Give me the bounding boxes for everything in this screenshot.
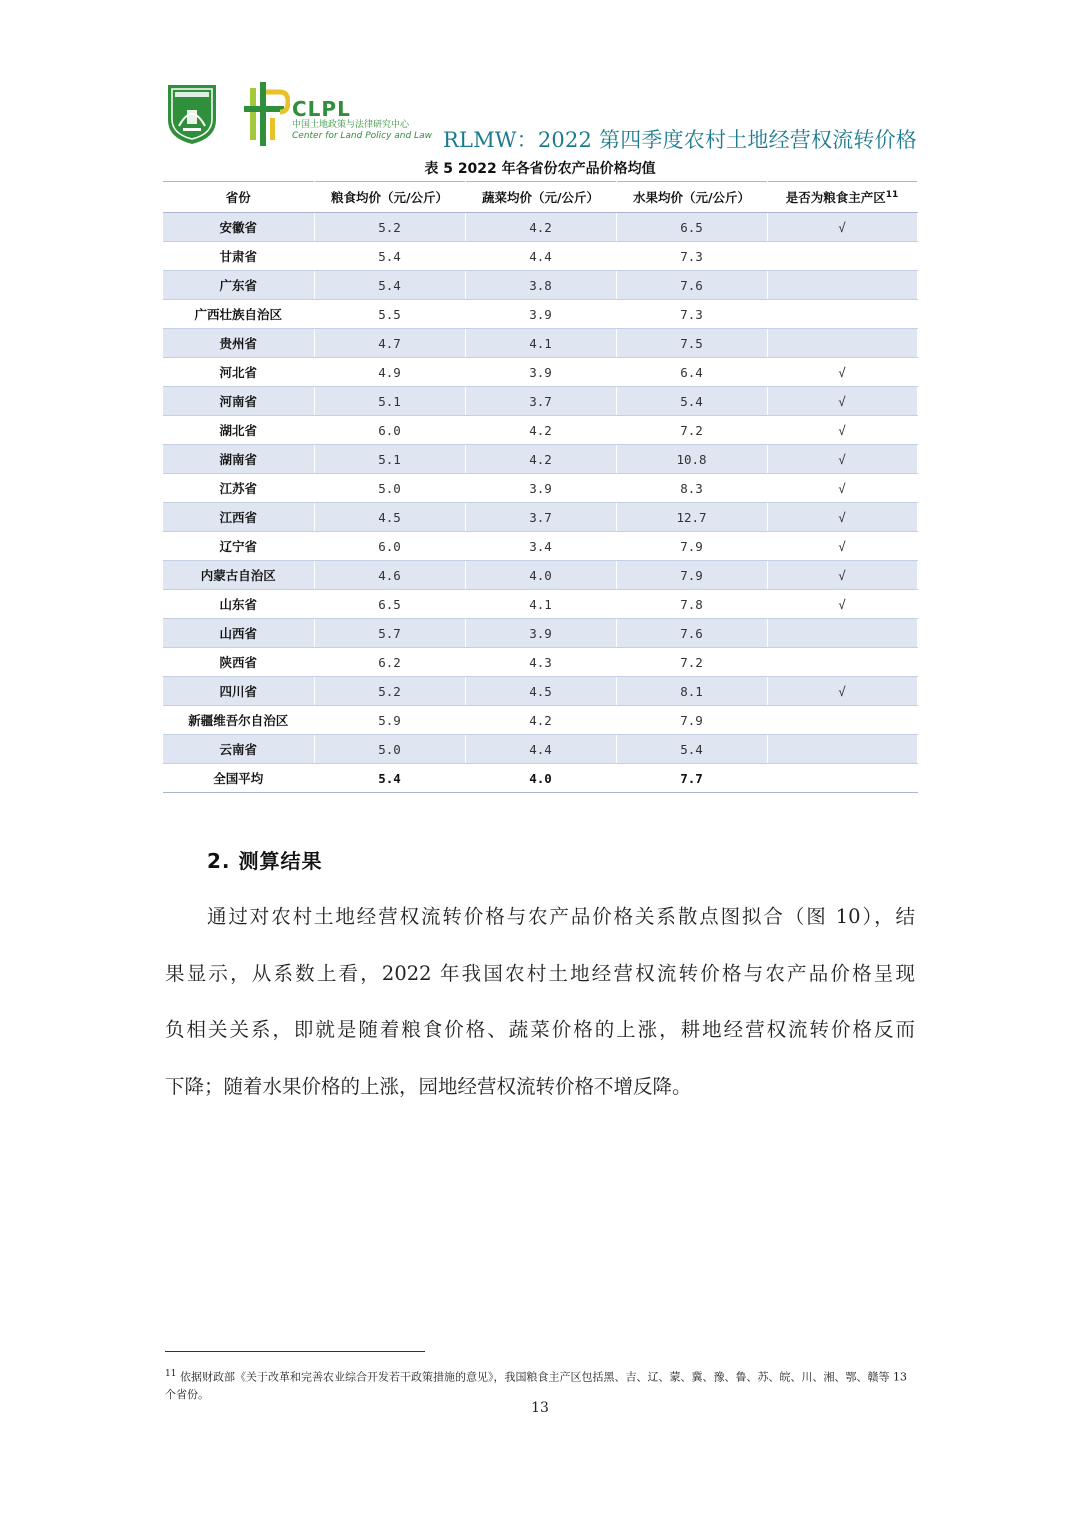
cell-grain-price: 6.5 <box>314 590 465 619</box>
cell-fruit-price: 7.5 <box>616 329 767 358</box>
footnote-mark: 11 <box>165 1369 177 1379</box>
cell-province: 全国平均 <box>163 764 314 793</box>
cau-logo <box>165 82 219 146</box>
cell-fruit-price: 7.6 <box>616 619 767 648</box>
price-table <box>163 181 918 793</box>
table-row <box>163 619 917 648</box>
cell-vegetable-price: 4.1 <box>465 590 616 619</box>
cell-grain-price: 5.5 <box>314 300 465 329</box>
cell-main-grain-area: √ <box>767 677 917 706</box>
cell-main-grain-area: √ <box>767 358 917 387</box>
cell-grain-price: 5.4 <box>314 242 465 271</box>
cell-fruit-price: 7.8 <box>616 590 767 619</box>
cell-grain-price: 5.1 <box>314 445 465 474</box>
cell-vegetable-price: 4.2 <box>465 706 616 735</box>
cell-province: 江西省 <box>163 503 314 532</box>
cell-grain-price: 4.6 <box>314 561 465 590</box>
cell-vegetable-price: 3.7 <box>465 503 616 532</box>
header-main-grain-area-label: 是否为粮食主产区 <box>785 190 886 205</box>
document-header-title: RLMW：2022 第四季度农村土地经营权流转价格 <box>443 128 917 152</box>
cell-fruit-price: 8.1 <box>616 677 767 706</box>
cell-fruit-price: 6.4 <box>616 358 767 387</box>
cell-grain-price: 5.0 <box>314 474 465 503</box>
cell-vegetable-price: 4.2 <box>465 416 616 445</box>
cell-vegetable-price: 4.4 <box>465 735 616 764</box>
cell-grain-price: 5.4 <box>314 764 465 793</box>
paragraph-line: 通过对农村土地经营权流转价格与农产品价格关系散点图拟合（图 10），结 <box>207 905 915 928</box>
cell-fruit-price: 7.3 <box>616 242 767 271</box>
cell-grain-price: 5.7 <box>314 619 465 648</box>
cell-grain-price: 4.5 <box>314 503 465 532</box>
cell-main-grain-area: √ <box>767 416 917 445</box>
cell-main-grain-area: √ <box>767 474 917 503</box>
cell-main-grain-area <box>767 300 917 329</box>
cell-province: 河北省 <box>163 358 314 387</box>
cell-fruit-price: 5.4 <box>616 387 767 416</box>
cell-grain-price: 6.0 <box>314 532 465 561</box>
cell-vegetable-price: 3.7 <box>465 387 616 416</box>
header-fruit-price: 水果均价（元/公斤） <box>616 182 767 213</box>
cell-main-grain-area <box>767 735 917 764</box>
cell-province: 湖北省 <box>163 416 314 445</box>
cell-main-grain-area: √ <box>767 532 917 561</box>
cell-province: 湖南省 <box>163 445 314 474</box>
cell-main-grain-area <box>767 764 917 793</box>
footnote <box>165 1366 915 1403</box>
cell-grain-price: 6.0 <box>314 416 465 445</box>
table-row <box>163 213 917 242</box>
table-row <box>163 503 917 532</box>
cell-vegetable-price: 3.9 <box>465 300 616 329</box>
cell-main-grain-area: √ <box>767 503 917 532</box>
table-caption: 表 5 2022 年各省份农产品价格均值 <box>424 161 656 177</box>
table-row <box>163 474 917 503</box>
cell-province: 贵州省 <box>163 329 314 358</box>
cell-vegetable-price: 3.9 <box>465 474 616 503</box>
cell-vegetable-price: 4.0 <box>465 764 616 793</box>
cell-province: 陕西省 <box>163 648 314 677</box>
cell-vegetable-price: 3.9 <box>465 358 616 387</box>
cell-province: 云南省 <box>163 735 314 764</box>
table-row <box>163 445 917 474</box>
table-body <box>163 213 917 793</box>
cell-province: 江苏省 <box>163 474 314 503</box>
cell-fruit-price: 12.7 <box>616 503 767 532</box>
cell-vegetable-price: 3.4 <box>465 532 616 561</box>
cell-fruit-price: 7.9 <box>616 532 767 561</box>
cell-vegetable-price: 4.1 <box>465 329 616 358</box>
table-row <box>163 358 917 387</box>
cell-grain-price: 5.9 <box>314 706 465 735</box>
cell-province: 甘肃省 <box>163 242 314 271</box>
table-row <box>163 677 917 706</box>
table-row <box>163 387 917 416</box>
table-row <box>163 300 917 329</box>
cell-vegetable-price: 4.2 <box>465 445 616 474</box>
cell-grain-price: 5.2 <box>314 213 465 242</box>
cell-province: 新疆维吾尔自治区 <box>163 706 314 735</box>
paragraph-line: 下降；随着水果价格的上涨，园地经营权流转价格不增反降。 <box>165 1075 692 1098</box>
cell-province: 山东省 <box>163 590 314 619</box>
cell-vegetable-price: 4.3 <box>465 648 616 677</box>
table-row <box>163 416 917 445</box>
cell-province: 辽宁省 <box>163 532 314 561</box>
cell-main-grain-area: √ <box>767 561 917 590</box>
clpl-en-name: Center for Land Policy and Law <box>292 131 432 141</box>
header-grain-price: 粮食均价（元/公斤） <box>314 182 465 213</box>
cell-main-grain-area: √ <box>767 387 917 416</box>
cell-fruit-price: 7.6 <box>616 271 767 300</box>
table-row <box>163 561 917 590</box>
table-row <box>163 242 917 271</box>
paragraph-line: 果显示，从系数上看，2022 年我国农村土地经营权流转价格与农产品价格呈现 <box>165 962 915 985</box>
cell-province: 安徽省 <box>163 213 314 242</box>
cell-fruit-price: 7.2 <box>616 648 767 677</box>
cell-fruit-price: 7.9 <box>616 706 767 735</box>
page-number: 13 <box>531 1400 549 1416</box>
cell-main-grain-area: √ <box>767 213 917 242</box>
cell-main-grain-area <box>767 271 917 300</box>
cell-grain-price: 5.0 <box>314 735 465 764</box>
header-province: 省份 <box>163 182 314 213</box>
cell-main-grain-area <box>767 648 917 677</box>
header-footnote-mark: 11 <box>885 189 899 200</box>
table-row <box>163 271 917 300</box>
clpl-wordmark <box>292 98 432 142</box>
cell-province: 广西壮族自治区 <box>163 300 314 329</box>
header-main-grain-area <box>767 182 917 213</box>
clpl-cn-name: 中国土地政策与法律研究中心 <box>292 120 410 130</box>
table-row <box>163 735 917 764</box>
cell-province: 四川省 <box>163 677 314 706</box>
clpl-logo <box>244 82 290 146</box>
cell-province: 山西省 <box>163 619 314 648</box>
cell-province: 内蒙古自治区 <box>163 561 314 590</box>
cell-grain-price: 5.2 <box>314 677 465 706</box>
cell-vegetable-price: 4.0 <box>465 561 616 590</box>
cell-grain-price: 5.1 <box>314 387 465 416</box>
cell-main-grain-area <box>767 619 917 648</box>
cell-main-grain-area <box>767 706 917 735</box>
header-vegetable-price: 蔬菜均价（元/公斤） <box>465 182 616 213</box>
clpl-abbr: CLPL <box>292 97 351 121</box>
cell-province: 广东省 <box>163 271 314 300</box>
cell-vegetable-price: 4.5 <box>465 677 616 706</box>
cell-fruit-price: 10.8 <box>616 445 767 474</box>
footnote-text: 依据财政部《关于改革和完善农业综合开发若干政策措施的意见》，我国粮食主产区包括黑、吉、辽、蒙、冀、豫、鲁、苏、皖、川、湘、鄂、赣等 13 个省份。 <box>165 1370 907 1401</box>
cell-fruit-price: 5.4 <box>616 735 767 764</box>
table-row <box>163 648 917 677</box>
cell-fruit-price: 7.3 <box>616 300 767 329</box>
cell-fruit-price: 7.2 <box>616 416 767 445</box>
table-row <box>163 590 917 619</box>
cell-vegetable-price: 4.4 <box>465 242 616 271</box>
cell-grain-price: 5.4 <box>314 271 465 300</box>
table-header-row <box>163 182 917 213</box>
cell-grain-price: 4.9 <box>314 358 465 387</box>
cell-fruit-price: 8.3 <box>616 474 767 503</box>
table-row <box>163 532 917 561</box>
cell-vegetable-price: 3.9 <box>465 619 616 648</box>
cell-fruit-price: 7.7 <box>616 764 767 793</box>
table-row <box>163 706 917 735</box>
cell-main-grain-area: √ <box>767 590 917 619</box>
cell-fruit-price: 7.9 <box>616 561 767 590</box>
table-row <box>163 329 917 358</box>
cell-vegetable-price: 3.8 <box>465 271 616 300</box>
cell-main-grain-area <box>767 242 917 271</box>
cell-grain-price: 6.2 <box>314 648 465 677</box>
cell-grain-price: 4.7 <box>314 329 465 358</box>
table-average-row <box>163 764 917 793</box>
cell-main-grain-area <box>767 329 917 358</box>
cell-main-grain-area: √ <box>767 445 917 474</box>
paragraph-line: 负相关关系，即就是随着粮食价格、蔬菜价格的上涨，耕地经营权流转价格反而 <box>165 1018 915 1041</box>
cell-vegetable-price: 4.2 <box>465 213 616 242</box>
cell-province: 河南省 <box>163 387 314 416</box>
footnote-divider <box>165 1351 425 1352</box>
cell-fruit-price: 6.5 <box>616 213 767 242</box>
section-heading: 2. 测算结果 <box>207 849 323 873</box>
